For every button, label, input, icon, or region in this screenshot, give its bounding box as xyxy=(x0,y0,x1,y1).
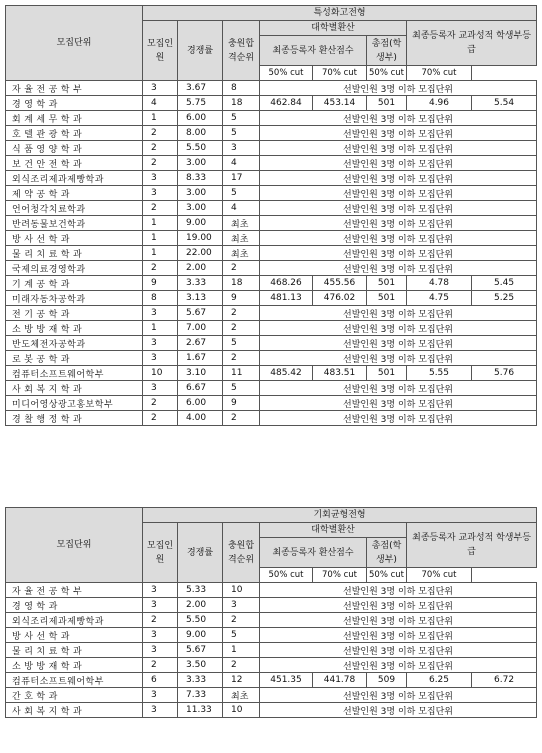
unit-cell: 사회복지학과 xyxy=(6,703,143,718)
header-unit: 모집단위 xyxy=(6,6,143,81)
small-quota-note: 선발인원 3명 이하 모집단위 xyxy=(260,688,537,703)
small-quota-note: 선발인원 3명 이하 모집단위 xyxy=(260,306,537,321)
rank-cell: 9 xyxy=(223,396,260,411)
rate-cell: 5.67 xyxy=(178,306,223,321)
table-title: 특성화고전형 xyxy=(143,6,537,21)
rate-cell: 3.00 xyxy=(178,156,223,171)
unit-cell: 외식조리제과제빵학과 xyxy=(6,171,143,186)
header-cut50: 50% cut xyxy=(260,66,313,81)
table-row xyxy=(6,186,537,201)
rate-cell: 5.50 xyxy=(178,613,223,628)
unit-cell: 방사선학과 xyxy=(6,231,143,246)
table-row xyxy=(6,141,537,156)
table-row xyxy=(6,201,537,216)
quota-cell: 3 xyxy=(143,703,178,718)
rank-cell: 2 xyxy=(223,411,260,426)
cut70-cell: 453.14 xyxy=(313,96,367,111)
grade-cut70-cell: 5.54 xyxy=(472,96,537,111)
quota-cell: 1 xyxy=(143,111,178,126)
small-quota-note: 선발인원 3명 이하 모집단위 xyxy=(260,141,537,156)
rate-cell: 3.10 xyxy=(178,366,223,381)
rank-cell: 10 xyxy=(223,583,260,598)
grade-cut70-cell: 5.25 xyxy=(472,291,537,306)
quota-cell: 2 xyxy=(143,396,178,411)
header-total: 총점(학생부) xyxy=(367,538,407,568)
quota-cell: 3 xyxy=(143,351,178,366)
quota-cell: 1 xyxy=(143,321,178,336)
table-row xyxy=(6,261,537,276)
rate-cell: 4.00 xyxy=(178,411,223,426)
rate-cell: 8.00 xyxy=(178,126,223,141)
table-row xyxy=(6,703,537,718)
rank-cell: 18 xyxy=(223,96,260,111)
rate-cell: 6.00 xyxy=(178,396,223,411)
header-rate: 경쟁률 xyxy=(178,21,223,81)
table-row xyxy=(6,658,537,673)
total-cell: 501 xyxy=(367,291,407,306)
header-cut50: 50% cut xyxy=(260,568,313,583)
unit-cell: 물리치료학과 xyxy=(6,643,143,658)
table-row xyxy=(6,96,537,111)
unit-cell: 반려동물보건학과 xyxy=(6,216,143,231)
rank-cell: 2 xyxy=(223,613,260,628)
quota-cell: 3 xyxy=(143,583,178,598)
table-row xyxy=(6,396,537,411)
quota-cell: 3 xyxy=(143,643,178,658)
rank-cell: 11 xyxy=(223,366,260,381)
rate-cell: 2.67 xyxy=(178,336,223,351)
rank-cell: 12 xyxy=(223,673,260,688)
header-total: 총점(학생부) xyxy=(367,36,407,66)
table-row xyxy=(6,111,537,126)
unit-cell: 회계세무학과 xyxy=(6,111,143,126)
quota-cell: 3 xyxy=(143,81,178,96)
small-quota-note: 선발인원 3명 이하 모집단위 xyxy=(260,156,537,171)
table-opportunity-balance xyxy=(5,507,537,718)
rank-cell: 5 xyxy=(223,336,260,351)
quota-cell: 2 xyxy=(143,141,178,156)
rank-cell: 3 xyxy=(223,598,260,613)
cut50-cell: 451.35 xyxy=(260,673,313,688)
quota-cell: 2 xyxy=(143,156,178,171)
grade-cut70-cell: 6.72 xyxy=(472,673,537,688)
total-cell: 501 xyxy=(367,276,407,291)
small-quota-note: 선발인원 3명 이하 모집단위 xyxy=(260,351,537,366)
table-row xyxy=(6,216,537,231)
table-row xyxy=(6,583,537,598)
table-row xyxy=(6,171,537,186)
unit-cell: 사회복지학과 xyxy=(6,381,143,396)
small-quota-note: 선발인원 3명 이하 모집단위 xyxy=(260,703,537,718)
rate-cell: 3.50 xyxy=(178,658,223,673)
table-special-vocational xyxy=(5,5,537,426)
unit-cell: 경영학과 xyxy=(6,96,143,111)
rate-cell: 5.50 xyxy=(178,141,223,156)
quota-cell: 3 xyxy=(143,306,178,321)
rank-cell: 5 xyxy=(223,111,260,126)
rate-cell: 19.00 xyxy=(178,231,223,246)
small-quota-note: 선발인원 3명 이하 모집단위 xyxy=(260,126,537,141)
table-row xyxy=(6,688,537,703)
header-grade-cut70: 70% cut xyxy=(407,66,472,81)
cut70-cell: 476.02 xyxy=(313,291,367,306)
rank-cell: 2 xyxy=(223,321,260,336)
small-quota-note: 선발인원 3명 이하 모집단위 xyxy=(260,336,537,351)
unit-cell: 소방방재학과 xyxy=(6,321,143,336)
table-row xyxy=(6,276,537,291)
header-rank: 충원합격순위 xyxy=(223,523,260,583)
rank-cell: 17 xyxy=(223,171,260,186)
table-row xyxy=(6,231,537,246)
rate-cell: 8.33 xyxy=(178,171,223,186)
table-row xyxy=(6,598,537,613)
rate-cell: 9.00 xyxy=(178,628,223,643)
table-row xyxy=(6,613,537,628)
quota-cell: 2 xyxy=(143,126,178,141)
cut70-cell: 441.78 xyxy=(313,673,367,688)
cut70-cell: 455.56 xyxy=(313,276,367,291)
table-row xyxy=(6,246,537,261)
small-quota-note: 선발인원 3명 이하 모집단위 xyxy=(260,628,537,643)
quota-cell: 3 xyxy=(143,628,178,643)
small-quota-note: 선발인원 3명 이하 모집단위 xyxy=(260,261,537,276)
cut50-cell: 462.84 xyxy=(260,96,313,111)
header-unit: 모집단위 xyxy=(6,508,143,583)
small-quota-note: 선발인원 3명 이하 모집단위 xyxy=(260,598,537,613)
unit-cell: 경찰행정학과 xyxy=(6,411,143,426)
small-quota-note: 선발인원 3명 이하 모집단위 xyxy=(260,381,537,396)
unit-cell: 방사선학과 xyxy=(6,628,143,643)
quota-cell: 6 xyxy=(143,673,178,688)
quota-cell: 3 xyxy=(143,381,178,396)
unit-cell: 반도체전자공학과 xyxy=(6,336,143,351)
quota-cell: 9 xyxy=(143,276,178,291)
table-row xyxy=(6,628,537,643)
rank-cell: 2 xyxy=(223,658,260,673)
table-row xyxy=(6,351,537,366)
table-row xyxy=(6,381,537,396)
small-quota-note: 선발인원 3명 이하 모집단위 xyxy=(260,231,537,246)
header-univ: 대학별환산 xyxy=(260,21,407,36)
header-rank: 충원합격순위 xyxy=(223,21,260,81)
small-quota-note: 선발인원 3명 이하 모집단위 xyxy=(260,613,537,628)
header-final: 최종등록자 환산점수 xyxy=(260,36,367,66)
unit-cell: 물리치료학과 xyxy=(6,246,143,261)
total-cell: 509 xyxy=(367,673,407,688)
rate-cell: 5.33 xyxy=(178,583,223,598)
header-univ: 대학별환산 xyxy=(260,523,407,538)
quota-cell: 1 xyxy=(143,216,178,231)
total-cell: 501 xyxy=(367,96,407,111)
rank-cell: 5 xyxy=(223,126,260,141)
unit-cell: 컴퓨터소프트웨어학부 xyxy=(6,673,143,688)
table-row xyxy=(6,156,537,171)
small-quota-note: 선발인원 3명 이하 모집단위 xyxy=(260,658,537,673)
rate-cell: 7.33 xyxy=(178,688,223,703)
header-quota: 모집인원 xyxy=(143,523,178,583)
table-row xyxy=(6,336,537,351)
rate-cell: 7.00 xyxy=(178,321,223,336)
unit-cell: 보건안전학과 xyxy=(6,156,143,171)
header-quota: 모집인원 xyxy=(143,21,178,81)
rate-cell: 2.00 xyxy=(178,598,223,613)
quota-cell: 8 xyxy=(143,291,178,306)
table-row xyxy=(6,126,537,141)
small-quota-note: 선발인원 3명 이하 모집단위 xyxy=(260,411,537,426)
header-grade-cut50: 50% cut xyxy=(367,66,407,81)
rate-cell: 3.67 xyxy=(178,81,223,96)
rate-cell: 5.75 xyxy=(178,96,223,111)
cut50-cell: 485.42 xyxy=(260,366,313,381)
table-title: 기회균형전형 xyxy=(143,508,537,523)
rank-cell: 최초 xyxy=(223,231,260,246)
quota-cell: 3 xyxy=(143,186,178,201)
total-cell: 501 xyxy=(367,366,407,381)
rate-cell: 3.33 xyxy=(178,276,223,291)
unit-cell: 언어청각치료학과 xyxy=(6,201,143,216)
unit-cell: 미디어영상광고홍보학부 xyxy=(6,396,143,411)
small-quota-note: 선발인원 3명 이하 모집단위 xyxy=(260,321,537,336)
grade-cut50-cell: 4.78 xyxy=(407,276,472,291)
unit-cell: 컴퓨터소프트웨어학부 xyxy=(6,366,143,381)
quota-cell: 3 xyxy=(143,598,178,613)
cut50-cell: 468.26 xyxy=(260,276,313,291)
header-final: 최종등록자 환산점수 xyxy=(260,538,367,568)
small-quota-note: 선발인원 3명 이하 모집단위 xyxy=(260,643,537,658)
rate-cell: 9.00 xyxy=(178,216,223,231)
small-quota-note: 선발인원 3명 이하 모집단위 xyxy=(260,171,537,186)
rate-cell: 3.33 xyxy=(178,673,223,688)
unit-cell: 로봇공학과 xyxy=(6,351,143,366)
header-cut70: 70% cut xyxy=(313,66,367,81)
small-quota-note: 선발인원 3명 이하 모집단위 xyxy=(260,246,537,261)
quota-cell: 1 xyxy=(143,246,178,261)
quota-cell: 2 xyxy=(143,201,178,216)
rank-cell: 9 xyxy=(223,291,260,306)
quota-cell: 3 xyxy=(143,171,178,186)
rate-cell: 3.00 xyxy=(178,186,223,201)
rank-cell: 5 xyxy=(223,628,260,643)
unit-cell: 자율전공학부 xyxy=(6,583,143,598)
quota-cell: 3 xyxy=(143,688,178,703)
table-row xyxy=(6,366,537,381)
table-row xyxy=(6,673,537,688)
quota-cell: 3 xyxy=(143,336,178,351)
small-quota-note: 선발인원 3명 이하 모집단위 xyxy=(260,186,537,201)
rate-cell: 3.00 xyxy=(178,201,223,216)
rank-cell: 10 xyxy=(223,703,260,718)
header-grade-cut70: 70% cut xyxy=(407,568,472,583)
table-row xyxy=(6,291,537,306)
table-row xyxy=(6,81,537,96)
rank-cell: 최초 xyxy=(223,216,260,231)
rank-cell: 5 xyxy=(223,186,260,201)
quota-cell: 2 xyxy=(143,658,178,673)
rank-cell: 3 xyxy=(223,141,260,156)
cut70-cell: 483.51 xyxy=(313,366,367,381)
cut50-cell: 481.13 xyxy=(260,291,313,306)
rank-cell: 2 xyxy=(223,306,260,321)
grade-cut70-cell: 5.45 xyxy=(472,276,537,291)
rank-cell: 5 xyxy=(223,381,260,396)
small-quota-note: 선발인원 3명 이하 모집단위 xyxy=(260,111,537,126)
table-row xyxy=(6,306,537,321)
rate-cell: 6.00 xyxy=(178,111,223,126)
rate-cell: 22.00 xyxy=(178,246,223,261)
grade-cut50-cell: 5.55 xyxy=(407,366,472,381)
quota-cell: 1 xyxy=(143,231,178,246)
unit-cell: 전기공학과 xyxy=(6,306,143,321)
unit-cell: 소방방재학과 xyxy=(6,658,143,673)
quota-cell: 4 xyxy=(143,96,178,111)
unit-cell: 외식조리제과제빵학과 xyxy=(6,613,143,628)
unit-cell: 국제의료경영학과 xyxy=(6,261,143,276)
rank-cell: 2 xyxy=(223,261,260,276)
rank-cell: 1 xyxy=(223,643,260,658)
rate-cell: 6.67 xyxy=(178,381,223,396)
unit-cell: 간호학과 xyxy=(6,688,143,703)
rate-cell: 3.13 xyxy=(178,291,223,306)
header-grade: 최종등록자 교과성적 학생부등급 xyxy=(407,21,537,66)
grade-cut50-cell: 4.75 xyxy=(407,291,472,306)
unit-cell: 호텔관광학과 xyxy=(6,126,143,141)
header-grade: 최종등록자 교과성적 학생부등급 xyxy=(407,523,537,568)
rank-cell: 2 xyxy=(223,351,260,366)
unit-cell: 경영학과 xyxy=(6,598,143,613)
header-grade-cut50: 50% cut xyxy=(367,568,407,583)
quota-cell: 2 xyxy=(143,261,178,276)
unit-cell: 식품영양학과 xyxy=(6,141,143,156)
grade-cut50-cell: 4.96 xyxy=(407,96,472,111)
rank-cell: 8 xyxy=(223,81,260,96)
quota-cell: 10 xyxy=(143,366,178,381)
unit-cell: 미래자동차공학과 xyxy=(6,291,143,306)
rank-cell: 18 xyxy=(223,276,260,291)
rate-cell: 1.67 xyxy=(178,351,223,366)
grade-cut50-cell: 6.25 xyxy=(407,673,472,688)
small-quota-note: 선발인원 3명 이하 모집단위 xyxy=(260,81,537,96)
table-row xyxy=(6,321,537,336)
quota-cell: 2 xyxy=(143,411,178,426)
rate-cell: 2.00 xyxy=(178,261,223,276)
rate-cell: 5.67 xyxy=(178,643,223,658)
table-row xyxy=(6,643,537,658)
small-quota-note: 선발인원 3명 이하 모집단위 xyxy=(260,396,537,411)
header-cut70: 70% cut xyxy=(313,568,367,583)
quota-cell: 2 xyxy=(143,613,178,628)
rank-cell: 최초 xyxy=(223,246,260,261)
grade-cut70-cell: 5.76 xyxy=(472,366,537,381)
rank-cell: 최초 xyxy=(223,688,260,703)
table-row xyxy=(6,411,537,426)
small-quota-note: 선발인원 3명 이하 모집단위 xyxy=(260,216,537,231)
unit-cell: 제약공학과 xyxy=(6,186,143,201)
rate-cell: 11.33 xyxy=(178,703,223,718)
header-rate: 경쟁률 xyxy=(178,523,223,583)
rank-cell: 4 xyxy=(223,201,260,216)
small-quota-note: 선발인원 3명 이하 모집단위 xyxy=(260,201,537,216)
rank-cell: 4 xyxy=(223,156,260,171)
unit-cell: 자율전공학부 xyxy=(6,81,143,96)
small-quota-note: 선발인원 3명 이하 모집단위 xyxy=(260,583,537,598)
unit-cell: 기계공학과 xyxy=(6,276,143,291)
